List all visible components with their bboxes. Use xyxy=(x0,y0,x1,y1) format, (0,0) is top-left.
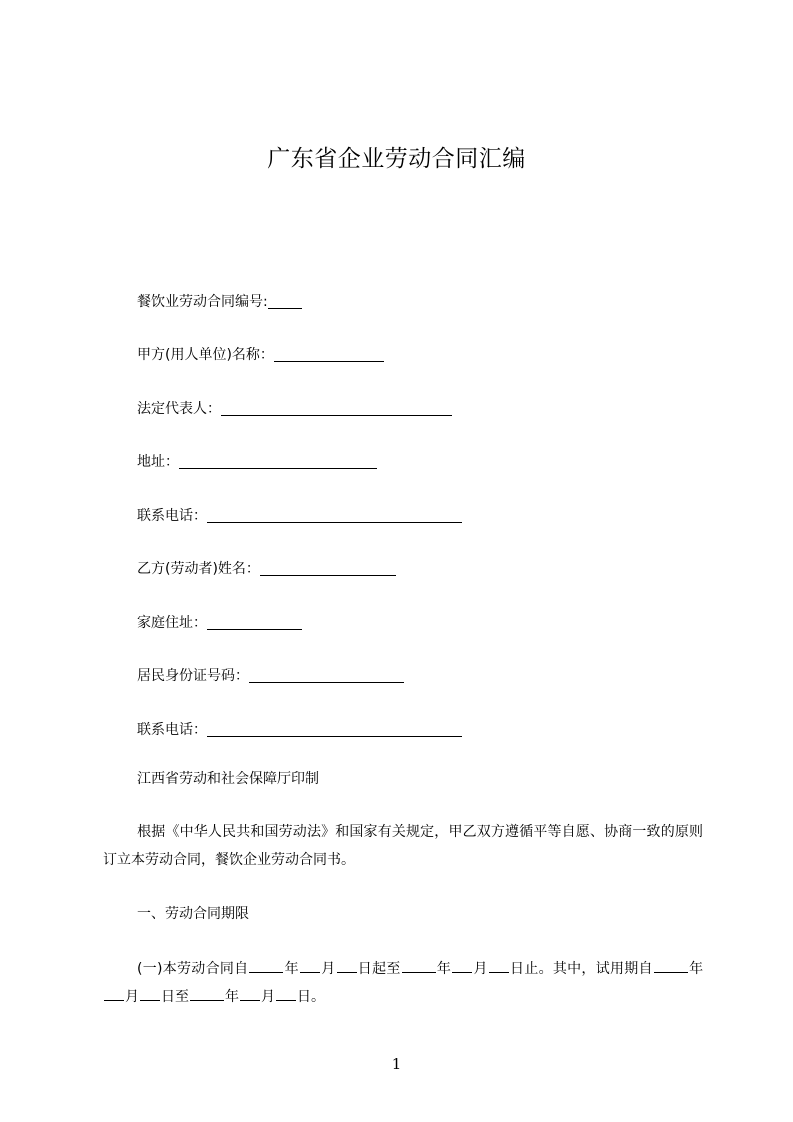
home-address-field xyxy=(137,613,302,633)
clause-text-3: 月 xyxy=(320,961,336,977)
section-1-heading: 一、劳动合同期限 xyxy=(137,906,249,922)
clause-text-4: 日起至 xyxy=(357,961,401,977)
clause-text-12: 月 xyxy=(261,989,275,1005)
clause-text-1: (一)本劳动合同自 xyxy=(137,961,249,977)
legal-representative-blank xyxy=(221,401,452,416)
clause-text-9: 月 xyxy=(125,989,139,1005)
employee-phone-blank xyxy=(207,722,462,737)
clause-text-8: 年 xyxy=(688,961,704,977)
employee-phone-label: 联系电话： xyxy=(137,722,207,738)
home-address-label: 家庭住址： xyxy=(137,615,207,631)
end-year-blank xyxy=(402,958,436,973)
probation-end-year-blank xyxy=(190,986,224,1001)
term-clause-1 xyxy=(103,955,703,1011)
document-title: 广东省企业劳动合同汇编 xyxy=(267,146,526,172)
id-number-label: 居民身份证号码： xyxy=(137,668,249,684)
page-number: 1 xyxy=(391,1055,402,1073)
probation-start-month-blank xyxy=(104,986,124,1001)
preamble-paragraph xyxy=(103,818,703,874)
end-month-blank xyxy=(452,958,472,973)
clause-text-2: 年 xyxy=(284,961,299,977)
address-label: 地址： xyxy=(137,454,179,470)
start-month-blank xyxy=(300,958,320,973)
start-day-blank xyxy=(337,958,357,973)
contract-number-label: 餐饮业劳动合同编号: xyxy=(137,294,268,310)
employee-name-blank xyxy=(260,561,396,576)
address-blank xyxy=(179,454,377,469)
employee-phone-field xyxy=(137,720,462,740)
employee-name-field xyxy=(137,559,396,579)
clause-text-7: 日止。其中，试用期自 xyxy=(509,961,653,977)
probation-start-day-blank xyxy=(140,986,160,1001)
contract-number-blank xyxy=(268,294,302,309)
printed-by-line: 江西省劳动和社会保障厅印制 xyxy=(137,771,319,787)
address-field xyxy=(137,452,377,472)
clause-text-5: 年 xyxy=(436,961,452,977)
employer-phone-blank xyxy=(207,508,462,523)
probation-end-day-blank xyxy=(276,986,296,1001)
clause-text-11: 年 xyxy=(225,989,239,1005)
employer-phone-label: 联系电话： xyxy=(137,508,207,524)
clause-text-10: 日至 xyxy=(161,989,189,1005)
id-number-blank xyxy=(249,668,404,683)
legal-representative-field xyxy=(137,399,452,419)
clause-text-6: 月 xyxy=(473,961,488,977)
start-year-blank xyxy=(249,958,283,973)
employer-name-field xyxy=(137,345,384,365)
preamble-text: 根据《中华人民共和国劳动法》和国家有关规定，甲乙双方遵循平等自愿、协商一致的原则订立本劳动合同，餐饮企业劳动合同书。 xyxy=(103,824,703,868)
home-address-blank xyxy=(207,615,302,630)
employer-name-blank xyxy=(274,347,384,362)
id-number-field xyxy=(137,666,404,686)
probation-end-month-blank xyxy=(240,986,260,1001)
legal-representative-label: 法定代表人： xyxy=(137,401,221,417)
probation-start-year-blank xyxy=(654,958,688,973)
employer-phone-field xyxy=(137,506,462,526)
end-day-blank xyxy=(489,958,509,973)
clause-text-13: 日。 xyxy=(297,989,325,1005)
employer-name-label: 甲方(用人单位)名称： xyxy=(137,347,274,363)
employee-name-label: 乙方(劳动者)姓名： xyxy=(137,561,260,577)
contract-number-field xyxy=(137,292,302,312)
